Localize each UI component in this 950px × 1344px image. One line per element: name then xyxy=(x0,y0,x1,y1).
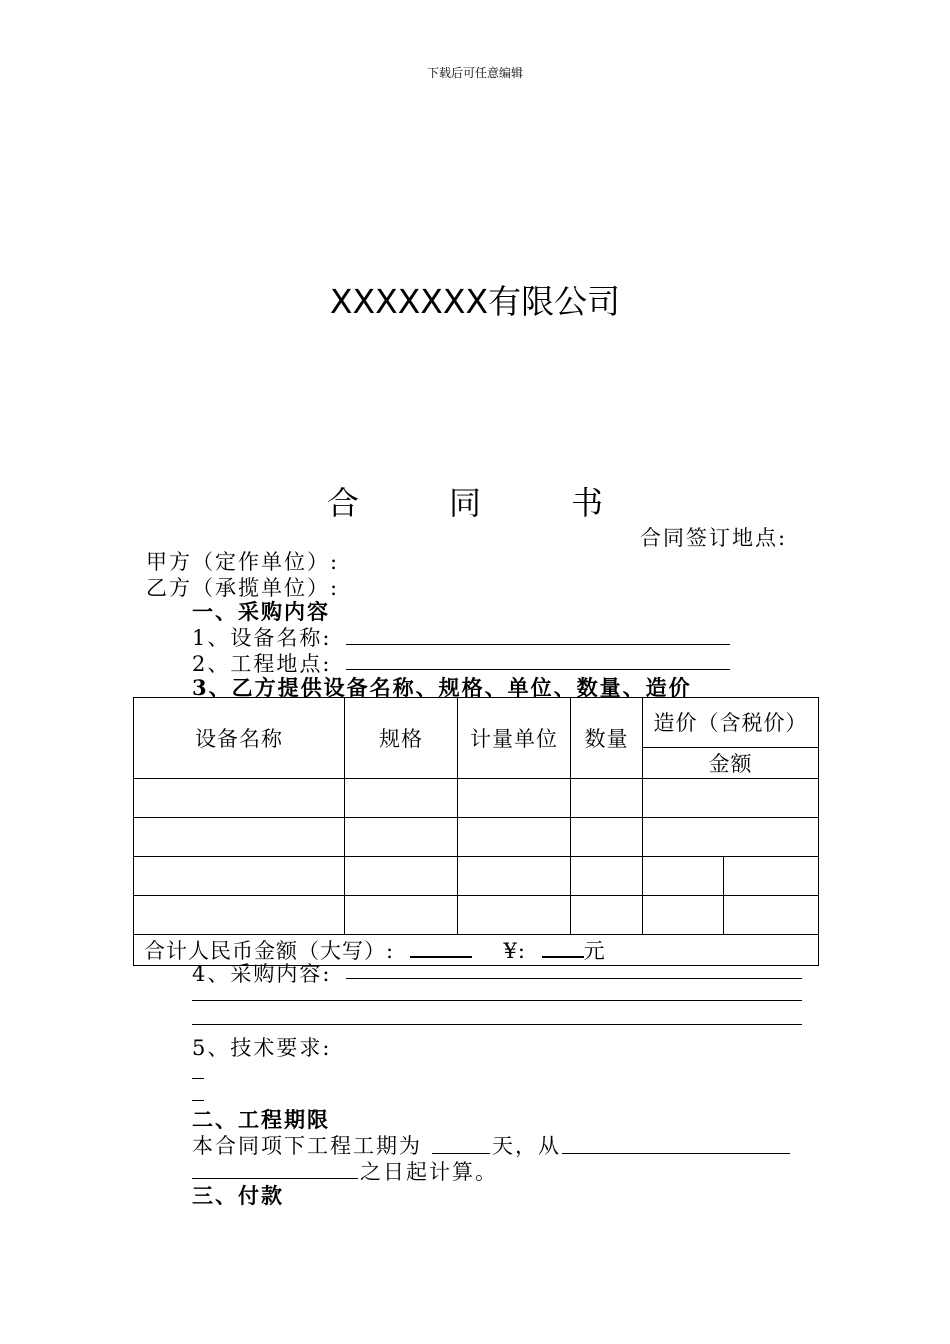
table-cell[interactable] xyxy=(724,896,819,935)
header-unit: 计量单位 xyxy=(458,698,571,779)
equipment-name-line[interactable] xyxy=(346,644,730,645)
table-header-row xyxy=(134,698,819,748)
equipment-table xyxy=(133,697,819,966)
duration-text-a: 本合同项下工程工期为 xyxy=(192,1134,422,1158)
duration-days-line[interactable] xyxy=(432,1153,490,1154)
table-cell[interactable] xyxy=(571,779,643,818)
table-row xyxy=(134,779,819,818)
tech-requirements-line-1[interactable] xyxy=(192,1078,204,1079)
purchase-content-line-3[interactable] xyxy=(192,1024,802,1025)
header-note: 下载后可任意编辑 xyxy=(426,66,523,80)
table-cell[interactable] xyxy=(345,779,458,818)
tech-requirements-line-2[interactable] xyxy=(192,1100,204,1101)
table-cell[interactable] xyxy=(643,818,819,857)
purchase-content-line-2[interactable] xyxy=(192,1000,802,1001)
total-amount-line[interactable] xyxy=(542,942,584,958)
project-location-label: 2、工程地点: xyxy=(192,652,332,676)
table-cell[interactable] xyxy=(458,779,571,818)
total-unit: 元 xyxy=(583,939,606,963)
table-cell[interactable] xyxy=(134,857,345,896)
section2-heading: 二、工程期限 xyxy=(192,1107,330,1132)
table-cell[interactable] xyxy=(643,896,724,935)
equipment-list-heading: 3、乙方提供设备名称、规格、单位、数量、造价 xyxy=(192,675,692,700)
document-title: 合 同 书 xyxy=(326,484,644,522)
total-uppercase-line[interactable] xyxy=(410,942,472,958)
table-cell[interactable] xyxy=(345,857,458,896)
table-row xyxy=(134,818,819,857)
table-cell[interactable] xyxy=(643,779,819,818)
party-a-label: 甲方（定作单位）: xyxy=(146,550,340,574)
table-cell[interactable] xyxy=(724,857,819,896)
start-date-line-2[interactable] xyxy=(192,1178,358,1179)
header-amount: 金额 xyxy=(643,748,819,779)
header-quantity: 数量 xyxy=(571,698,643,779)
table-cell[interactable] xyxy=(458,857,571,896)
duration-text-c: 之日起计算。 xyxy=(360,1160,498,1184)
table-cell[interactable] xyxy=(571,857,643,896)
purchase-content-label: 4、采购内容: xyxy=(192,962,332,986)
table-cell[interactable] xyxy=(571,818,643,857)
purchase-content-line-1[interactable] xyxy=(346,978,802,979)
header-equipment-name: 设备名称 xyxy=(134,698,345,779)
table-cell[interactable] xyxy=(571,896,643,935)
project-location-line[interactable] xyxy=(346,669,730,670)
section1-heading: 一、采购内容 xyxy=(192,599,330,624)
signing-place-label: 合同签订地点: xyxy=(640,526,788,550)
party-b-label: 乙方（承揽单位）: xyxy=(146,576,340,600)
table-cell[interactable] xyxy=(458,896,571,935)
tech-requirements-label: 5、技术要求: xyxy=(192,1036,332,1060)
table-cell[interactable] xyxy=(134,818,345,857)
total-label: 合计人民币金额（大写）: xyxy=(144,939,395,963)
table-cell[interactable] xyxy=(345,896,458,935)
section3-heading: 三、付款 xyxy=(192,1183,284,1208)
company-name: XXXXXXX有限公司 xyxy=(329,282,621,321)
table-cell[interactable] xyxy=(134,896,345,935)
start-date-line-1[interactable] xyxy=(562,1153,790,1154)
header-price: 造价（含税价） xyxy=(643,698,819,748)
table-row xyxy=(134,857,819,896)
table-cell[interactable] xyxy=(458,818,571,857)
header-spec: 规格 xyxy=(345,698,458,779)
duration-text-b: 天，从 xyxy=(492,1134,561,1158)
table-cell[interactable] xyxy=(345,818,458,857)
table-row xyxy=(134,896,819,935)
table-cell[interactable] xyxy=(134,779,345,818)
equipment-name-label: 1、设备名称: xyxy=(192,626,332,650)
total-currency: ¥: xyxy=(503,939,526,963)
table-cell[interactable] xyxy=(643,857,724,896)
